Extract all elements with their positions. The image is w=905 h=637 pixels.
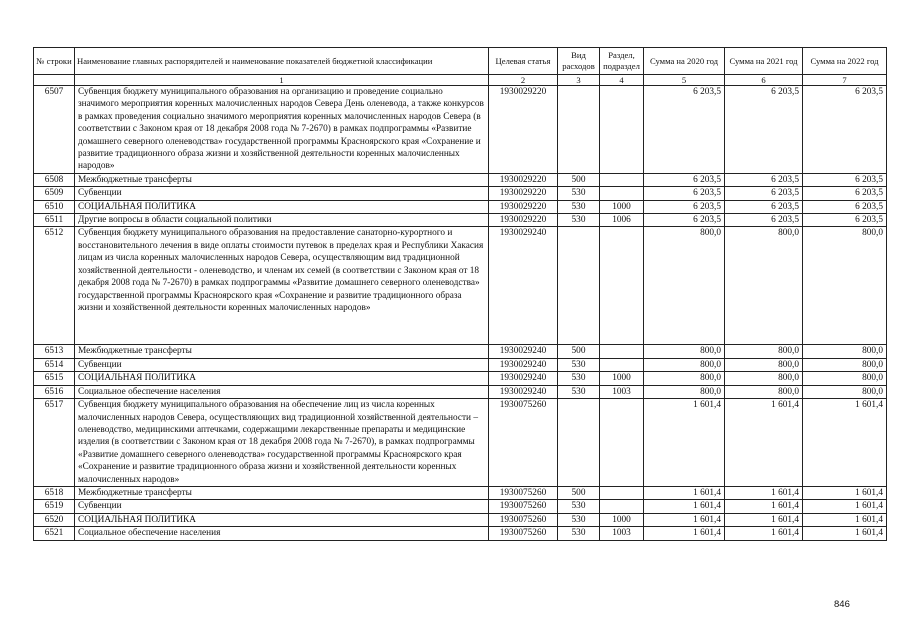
row-sum-2022: 1 601,4 [803, 399, 887, 487]
row-target: 1930029240 [489, 385, 558, 398]
row-sum-2021: 800,0 [725, 358, 803, 371]
header-sum-2022: Сумма на 2022 год [803, 48, 887, 75]
header-name: Наименование главных распорядителей и наименование показателей бюджетной классификации [75, 48, 489, 75]
row-name: СОЦИАЛЬНАЯ ПОЛИТИКА [75, 513, 489, 526]
row-razdel [600, 500, 644, 513]
row-sum-2021: 800,0 [725, 372, 803, 385]
table-row [34, 227, 887, 345]
column-number: 6 [725, 75, 803, 86]
row-target: 1930029240 [489, 227, 558, 345]
row-sum-2021: 6 203,5 [725, 200, 803, 213]
row-target: 1930029240 [489, 345, 558, 358]
row-sum-2022: 6 203,5 [803, 86, 887, 174]
table-row [34, 399, 887, 487]
row-sum-2021: 6 203,5 [725, 187, 803, 200]
budget-table [33, 47, 887, 541]
row-number: 6516 [34, 385, 75, 398]
row-razdel [600, 345, 644, 358]
row-number: 6519 [34, 500, 75, 513]
row-name: Субвенция бюджету муниципального образования на обеспечение лиц из числа коренных малочисленных народов Севера, осуществляющих вид традиционной хозяйственной деятельности – оленеводство, медицинскими аптечками, содержащими лекарственные препараты и медицинские изделия (в соответствии с Законом края от 18 декабря 2008 года № 7-2670), в рамках подпрограммы «Развитие домашнего северного оленеводства» государственной программы Красноярского края «Сохранение и развитие традиционного образа жизни и хозяйственной деятельности коренных малочисленных народов» [75, 399, 489, 487]
row-sum-2022: 1 601,4 [803, 486, 887, 499]
row-sum-2021: 1 601,4 [725, 486, 803, 499]
row-sum-2021: 800,0 [725, 345, 803, 358]
column-number-row [34, 75, 887, 86]
row-vid [558, 227, 600, 345]
row-name: Другие вопросы в области социальной политики [75, 214, 489, 227]
column-number: 5 [644, 75, 725, 86]
row-sum-2020: 1 601,4 [644, 527, 725, 540]
row-vid: 530 [558, 200, 600, 213]
row-sum-2022: 6 203,5 [803, 173, 887, 186]
row-vid: 530 [558, 187, 600, 200]
row-name: СОЦИАЛЬНАЯ ПОЛИТИКА [75, 372, 489, 385]
row-number: 6514 [34, 358, 75, 371]
row-number: 6512 [34, 227, 75, 345]
row-target: 1930029220 [489, 86, 558, 174]
row-number: 6511 [34, 214, 75, 227]
row-sum-2021: 6 203,5 [725, 86, 803, 174]
table-row [34, 173, 887, 186]
row-sum-2022: 6 203,5 [803, 200, 887, 213]
row-vid: 530 [558, 372, 600, 385]
row-sum-2020: 1 601,4 [644, 513, 725, 526]
row-number: 6510 [34, 200, 75, 213]
row-number: 6507 [34, 86, 75, 174]
row-sum-2021: 1 601,4 [725, 513, 803, 526]
table-row [34, 527, 887, 540]
row-name: Межбюджетные трансферты [75, 486, 489, 499]
row-sum-2022: 1 601,4 [803, 513, 887, 526]
row-sum-2022: 6 203,5 [803, 214, 887, 227]
header-target: Целевая статья [489, 48, 558, 75]
column-number-blank [34, 75, 75, 86]
row-sum-2021: 6 203,5 [725, 173, 803, 186]
table-row [34, 513, 887, 526]
row-target: 1930029220 [489, 173, 558, 186]
table-row [34, 372, 887, 385]
row-name: Субвенция бюджету муниципального образования на организацию и проведение социально значимого мероприятия коренных малочисленных народов Севера День оленевода, а также конкурсов в рамках проведения социально значимого мероприятия коренных малочисленных народов Севера (в соответствии с Законом края от 18 декабря 2008 года № 7-2670) в рамках подпрограммы «Развитие домашнего северного оленеводства» государственной программы Красноярского края «Сохранение и развитие традиционного образа жизни и хозяйственной деятельности коренных малочисленных народов» [75, 86, 489, 174]
row-target: 1930075260 [489, 500, 558, 513]
row-target: 1930075260 [489, 513, 558, 526]
row-name: Субвенции [75, 358, 489, 371]
row-sum-2020: 6 203,5 [644, 86, 725, 174]
row-number: 6518 [34, 486, 75, 499]
row-number: 6509 [34, 187, 75, 200]
row-vid: 500 [558, 486, 600, 499]
row-vid: 500 [558, 173, 600, 186]
row-sum-2022: 800,0 [803, 358, 887, 371]
row-razdel [600, 86, 644, 174]
column-number: 3 [558, 75, 600, 86]
table-row [34, 345, 887, 358]
column-number: 7 [803, 75, 887, 86]
table-row [34, 214, 887, 227]
row-sum-2021: 800,0 [725, 227, 803, 345]
row-sum-2022: 800,0 [803, 385, 887, 398]
row-number: 6521 [34, 527, 75, 540]
row-number: 6517 [34, 399, 75, 487]
row-razdel: 1003 [600, 527, 644, 540]
row-vid: 500 [558, 345, 600, 358]
row-target: 1930075260 [489, 486, 558, 499]
row-target: 1930029220 [489, 187, 558, 200]
row-sum-2020: 1 601,4 [644, 486, 725, 499]
row-razdel [600, 187, 644, 200]
row-sum-2020: 6 203,5 [644, 187, 725, 200]
row-name: Межбюджетные трансферты [75, 173, 489, 186]
row-sum-2022: 1 601,4 [803, 500, 887, 513]
row-sum-2020: 6 203,5 [644, 214, 725, 227]
row-name: Субвенции [75, 500, 489, 513]
row-sum-2020: 6 203,5 [644, 173, 725, 186]
row-sum-2020: 800,0 [644, 345, 725, 358]
row-number: 6513 [34, 345, 75, 358]
row-razdel [600, 486, 644, 499]
column-number: 2 [489, 75, 558, 86]
row-sum-2020: 800,0 [644, 227, 725, 345]
row-razdel [600, 227, 644, 345]
table-row [34, 200, 887, 213]
column-number: 1 [75, 75, 489, 86]
row-vid: 530 [558, 513, 600, 526]
row-name: Субвенция бюджету муниципального образования на предоставление санаторно-курортного и восстановительного лечения в виде оплаты стоимости путевок в пределах края и Республики Хакасия лицам из числа коренных малочисленных народов Севера, осуществляющим вид традиционной хозяйственной деятельности - оленеводство, и членам их семей (в соответствии с Законом края от 18 декабря 2008 года № 7-2670) в рамках подпрограммы «Развитие домашнего северного оленеводства» государственной программы Красноярского края «Сохранение и развитие традиционного образа жизни и хозяйственной деятельности коренных малочисленных народов» [75, 227, 489, 345]
row-sum-2022: 1 601,4 [803, 527, 887, 540]
row-sum-2020: 800,0 [644, 358, 725, 371]
row-vid: 530 [558, 500, 600, 513]
row-razdel: 1000 [600, 513, 644, 526]
table-row [34, 358, 887, 371]
header-razdel: Раздел, подраздел [600, 48, 644, 75]
row-sum-2021: 1 601,4 [725, 399, 803, 487]
row-razdel [600, 173, 644, 186]
row-sum-2020: 6 203,5 [644, 200, 725, 213]
row-target: 1930029240 [489, 372, 558, 385]
row-sum-2022: 6 203,5 [803, 187, 887, 200]
row-razdel: 1003 [600, 385, 644, 398]
table-row [34, 86, 887, 174]
row-name: Субвенции [75, 187, 489, 200]
row-vid: 530 [558, 358, 600, 371]
row-razdel: 1006 [600, 214, 644, 227]
row-razdel: 1000 [600, 200, 644, 213]
row-vid: 530 [558, 385, 600, 398]
table-row [34, 187, 887, 200]
row-sum-2020: 1 601,4 [644, 399, 725, 487]
row-sum-2021: 1 601,4 [725, 527, 803, 540]
table-body [34, 86, 887, 541]
table-row [34, 486, 887, 499]
row-razdel [600, 399, 644, 487]
row-name: Социальное обеспечение населения [75, 527, 489, 540]
row-vid [558, 399, 600, 487]
row-name: СОЦИАЛЬНАЯ ПОЛИТИКА [75, 200, 489, 213]
header-sum-2020: Сумма на 2020 год [644, 48, 725, 75]
row-target: 1930029220 [489, 214, 558, 227]
row-vid: 530 [558, 527, 600, 540]
row-name: Социальное обеспечение населения [75, 385, 489, 398]
header-sum-2021: Сумма на 2021 год [725, 48, 803, 75]
row-vid: 530 [558, 214, 600, 227]
row-sum-2022: 800,0 [803, 227, 887, 345]
row-sum-2022: 800,0 [803, 372, 887, 385]
row-number: 6520 [34, 513, 75, 526]
row-target: 1930075260 [489, 399, 558, 487]
row-sum-2020: 800,0 [644, 385, 725, 398]
row-sum-2020: 1 601,4 [644, 500, 725, 513]
header-row-no: № строки [34, 48, 75, 75]
row-sum-2021: 800,0 [725, 385, 803, 398]
row-vid [558, 86, 600, 174]
row-razdel [600, 358, 644, 371]
row-number: 6508 [34, 173, 75, 186]
row-target: 1930029240 [489, 358, 558, 371]
row-target: 1930075260 [489, 527, 558, 540]
page-number: 846 [834, 599, 850, 610]
row-sum-2022: 800,0 [803, 345, 887, 358]
row-number: 6515 [34, 372, 75, 385]
row-razdel: 1000 [600, 372, 644, 385]
table-row [34, 385, 887, 398]
column-number: 4 [600, 75, 644, 86]
row-sum-2021: 6 203,5 [725, 214, 803, 227]
table-row [34, 500, 887, 513]
row-sum-2021: 1 601,4 [725, 500, 803, 513]
header-vid: Вид расходов [558, 48, 600, 75]
row-name: Межбюджетные трансферты [75, 345, 489, 358]
row-target: 1930029220 [489, 200, 558, 213]
row-sum-2020: 800,0 [644, 372, 725, 385]
header-row [34, 48, 887, 75]
